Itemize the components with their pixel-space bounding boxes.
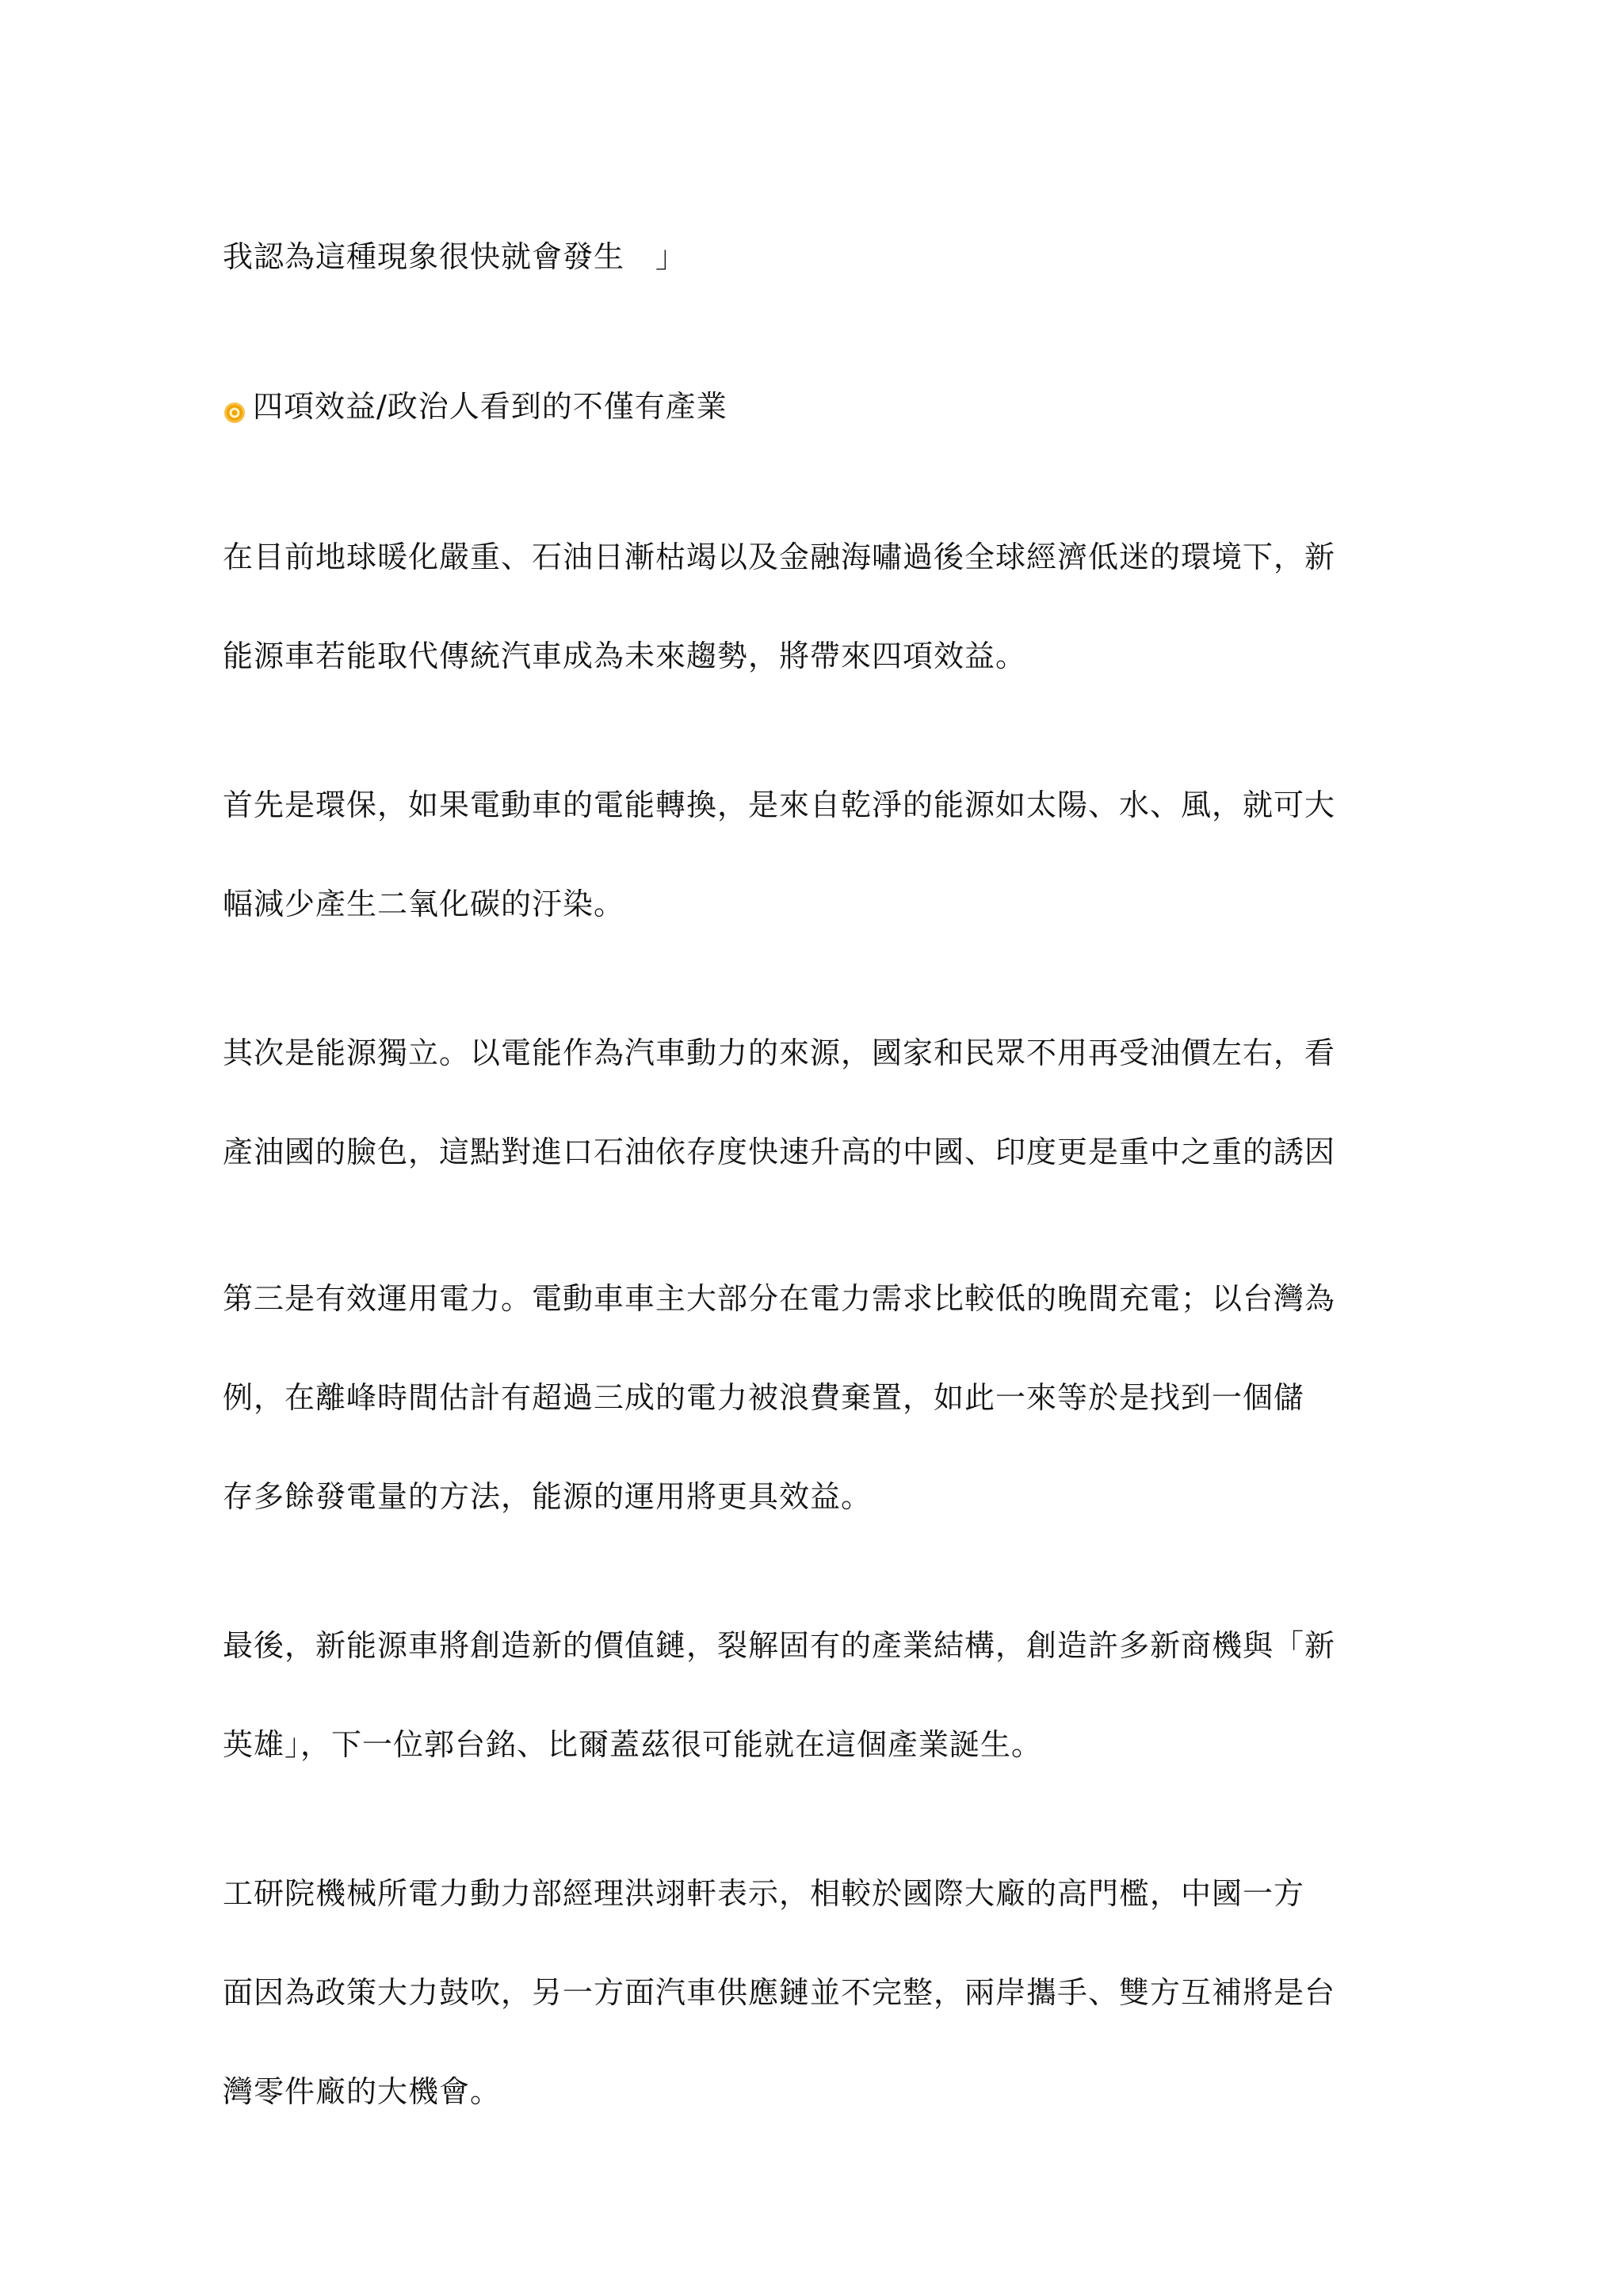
paragraph-line: 幅減少產生二氧化碳的汙染。 [223, 887, 625, 921]
paragraph-line: 首先是環保，如果電動車的電能轉換，是來自乾淨的能源如太陽、水、風，就可大 [223, 788, 1336, 822]
paragraph-line: 能源車若能取代傳統汽車成為未來趨勢，將帶來四項效益。 [223, 639, 1027, 673]
paragraph-line: 存多餘發電量的方法，能源的運用將更具效益。 [223, 1479, 873, 1514]
paragraph-line: 工研院機械所電力動力部經理洪翊軒表示，相較於國際大廠的高門檻，中國一方 [223, 1876, 1305, 1911]
paragraph-line: 面因為政策大力鼓吹，另一方面汽車供應鏈並不完整，兩岸攜手、雙方互補將是台 [223, 1975, 1336, 2010]
paragraph-line: 灣零件廠的大機會。 [223, 2074, 502, 2109]
paragraph-line: 第三是有效運用電力。電動車車主大部分在電力需求比較低的晚間充電；以台灣為 [223, 1281, 1336, 1316]
paragraph-line: 例，在離峰時間估計有超過三成的電力被浪費棄置，如此一來等於是找到一個儲 [223, 1380, 1305, 1415]
paragraph-line: 我認為這種現象很快就會發生 」 [223, 239, 687, 274]
paragraph-line: 其次是能源獨立。以電能作為汽車動力的來源，國家和民眾不用再受油價左右，看 [223, 1035, 1336, 1070]
paragraph-line: 在目前地球暖化嚴重、石油日漸枯竭以及金融海嘯過後全球經濟低迷的環境下，新 [223, 540, 1336, 574]
paragraph-line: 最後，新能源車將創造新的價值鏈，裂解固有的產業結構，創造許多新商機與「新 [223, 1628, 1336, 1663]
section-heading-text: 四項效益/政治人看到的不僅有產業 [253, 389, 727, 424]
section-heading [223, 387, 727, 425]
paragraph-line: 產油國的臉色，這點對進口石油依存度快速升高的中國、印度更是重中之重的誘因 [223, 1135, 1336, 1169]
paragraph-line: 英雄」，下一位郭台銘、比爾蓋茲很可能就在這個產業誕生。 [223, 1727, 1043, 1762]
sun-bullet-icon [223, 395, 246, 419]
